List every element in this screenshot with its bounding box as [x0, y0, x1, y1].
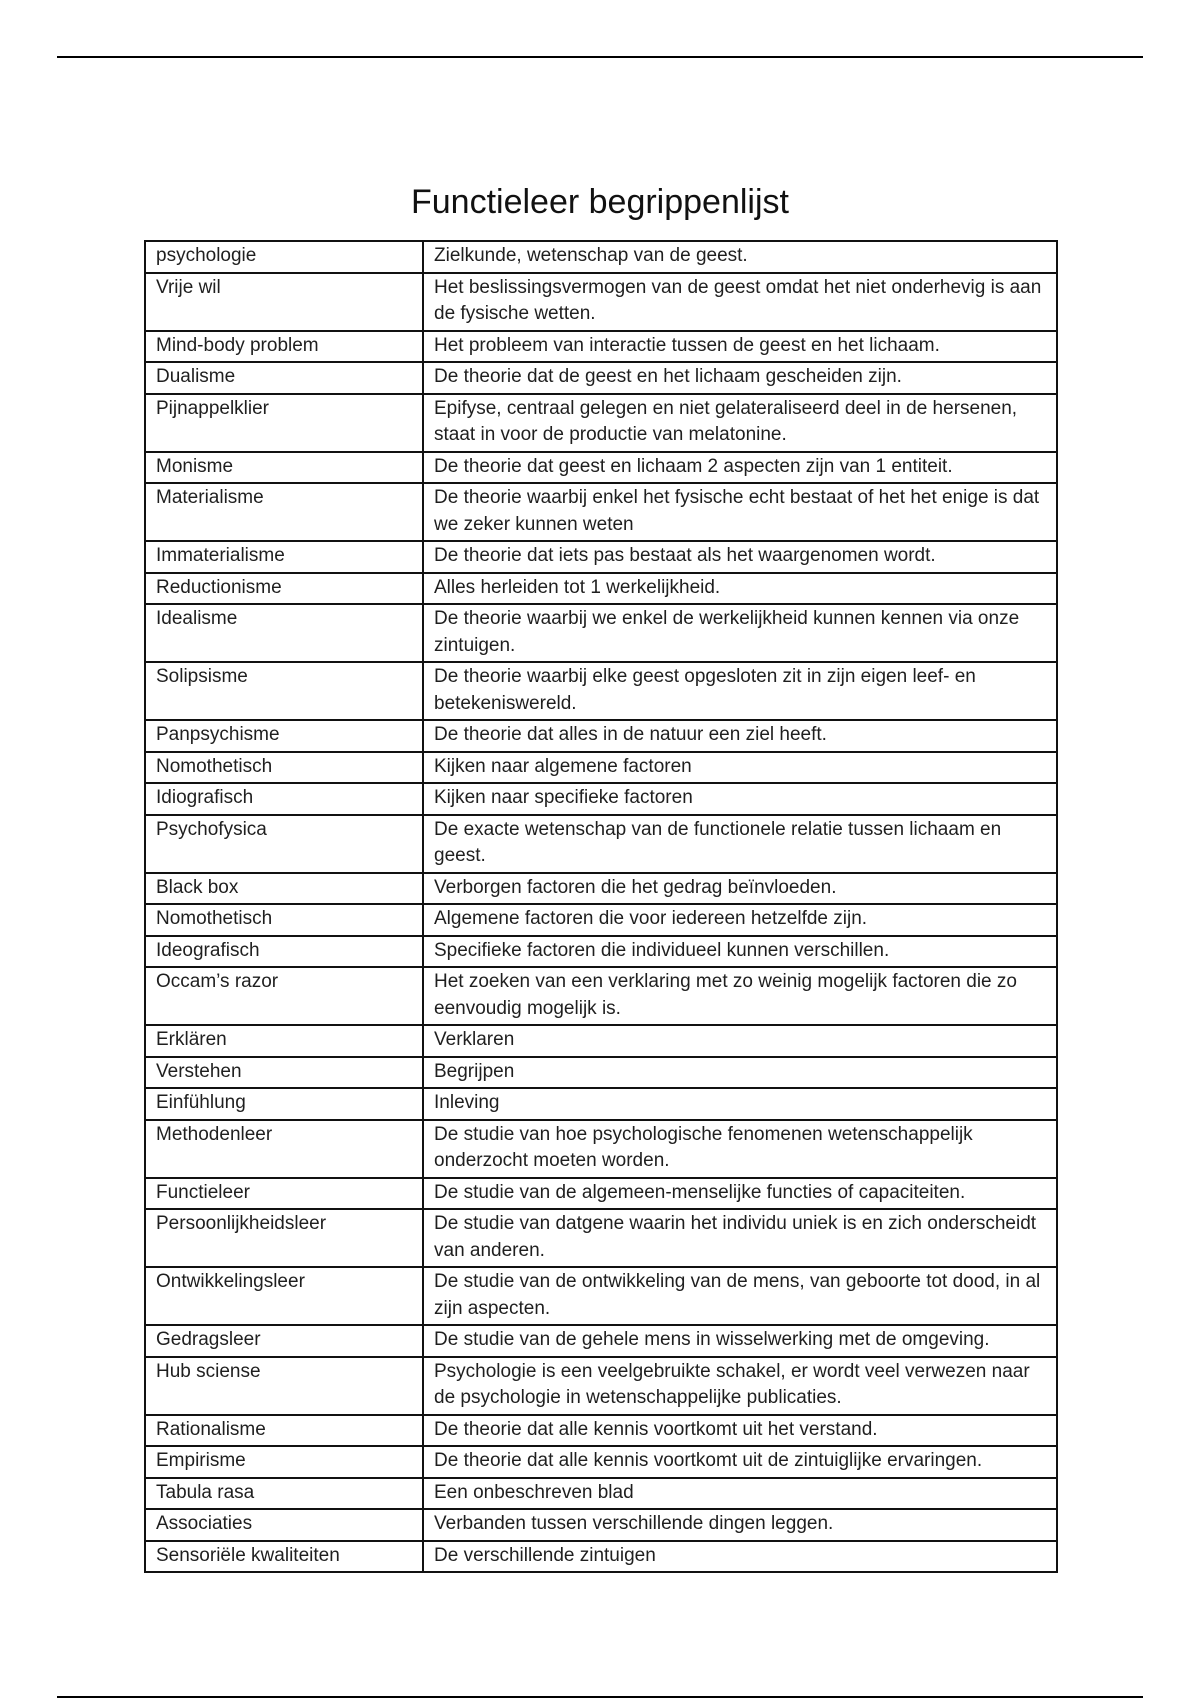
terms-table-body — [145, 241, 1057, 1572]
definition-cell: Het zoeken van een verklaring met zo weinig mogelijk factoren die zo eenvoudig mogelijk is. — [423, 967, 1057, 1025]
definition-cell: De theorie dat alles in de natuur een ziel heeft. — [423, 720, 1057, 752]
table-row — [145, 1509, 1057, 1541]
term-cell: Occam’s razor — [145, 967, 423, 1025]
terms-table — [144, 240, 1058, 1573]
definition-cell: De verschillende zintuigen — [423, 1541, 1057, 1573]
definition-cell: Een onbeschreven blad — [423, 1478, 1057, 1510]
definition-cell: Specifieke factoren die individueel kunnen verschillen. — [423, 936, 1057, 968]
term-cell: Vrije wil — [145, 273, 423, 331]
table-row — [145, 483, 1057, 541]
term-cell: Erklären — [145, 1025, 423, 1057]
table-row — [145, 967, 1057, 1025]
table-row — [145, 362, 1057, 394]
term-cell: Panpsychisme — [145, 720, 423, 752]
term-cell: Reductionisme — [145, 573, 423, 605]
term-cell: Empirisme — [145, 1446, 423, 1478]
definition-cell: De theorie waarbij enkel het fysische echt bestaat of het het enige is dat we zeker kunnen weten — [423, 483, 1057, 541]
table-row — [145, 904, 1057, 936]
term-cell: Nomothetisch — [145, 752, 423, 784]
definition-cell: De studie van de ontwikkeling van de mens, van geboorte tot dood, in al zijn aspecten. — [423, 1267, 1057, 1325]
page-title: Functieleer begrippenlijst — [411, 183, 789, 221]
definition-cell: De theorie dat alle kennis voortkomt uit de zintuiglijke ervaringen. — [423, 1446, 1057, 1478]
table-row — [145, 1415, 1057, 1447]
table-row — [145, 1325, 1057, 1357]
definition-cell: De studie van de algemeen-menselijke functies of capaciteiten. — [423, 1178, 1057, 1210]
term-cell: Functieleer — [145, 1178, 423, 1210]
table-row — [145, 1057, 1057, 1089]
table-row — [145, 1267, 1057, 1325]
table-row — [145, 1088, 1057, 1120]
definition-cell: De theorie waarbij we enkel de werkelijkheid kunnen kennen via onze zintuigen. — [423, 604, 1057, 662]
term-cell: Idiografisch — [145, 783, 423, 815]
table-row — [145, 720, 1057, 752]
table-row — [145, 1541, 1057, 1573]
definition-cell: De theorie dat alle kennis voortkomt uit het verstand. — [423, 1415, 1057, 1447]
table-row — [145, 662, 1057, 720]
definition-cell: De theorie dat iets pas bestaat als het waargenomen wordt. — [423, 541, 1057, 573]
term-cell: Idealisme — [145, 604, 423, 662]
definition-cell: Verborgen factoren die het gedrag beïnvloeden. — [423, 873, 1057, 905]
definition-cell: Het beslissingsvermogen van de geest omdat het niet onderhevig is aan de fysische wetten. — [423, 273, 1057, 331]
term-cell: Gedragsleer — [145, 1325, 423, 1357]
definition-cell: Inleving — [423, 1088, 1057, 1120]
definition-cell: De theorie waarbij elke geest opgesloten zit in zijn eigen leef- en betekeniswereld. — [423, 662, 1057, 720]
table-row — [145, 1025, 1057, 1057]
table-row — [145, 815, 1057, 873]
definition-cell: Begrijpen — [423, 1057, 1057, 1089]
definition-cell: Kijken naar algemene factoren — [423, 752, 1057, 784]
term-cell: Psychofysica — [145, 815, 423, 873]
term-cell: Persoonlijkheidsleer — [145, 1209, 423, 1267]
term-cell: Associaties — [145, 1509, 423, 1541]
definition-cell: De studie van hoe psychologische fenomenen wetenschappelijk onderzocht moeten worden. — [423, 1120, 1057, 1178]
table-row — [145, 1209, 1057, 1267]
term-cell: Einfühlung — [145, 1088, 423, 1120]
definition-cell: Het probleem van interactie tussen de geest en het lichaam. — [423, 331, 1057, 363]
table-row — [145, 331, 1057, 363]
table-row — [145, 783, 1057, 815]
term-cell: Tabula rasa — [145, 1478, 423, 1510]
term-cell: Materialisme — [145, 483, 423, 541]
definition-cell: De theorie dat geest en lichaam 2 aspecten zijn van 1 entiteit. — [423, 452, 1057, 484]
table-row — [145, 1120, 1057, 1178]
definition-cell: De theorie dat de geest en het lichaam gescheiden zijn. — [423, 362, 1057, 394]
table-row — [145, 452, 1057, 484]
top-rule — [57, 56, 1143, 58]
term-cell: Pijnappelklier — [145, 394, 423, 452]
term-cell: Black box — [145, 873, 423, 905]
term-cell: Immaterialisme — [145, 541, 423, 573]
definition-cell: Alles herleiden tot 1 werkelijkheid. — [423, 573, 1057, 605]
table-row — [145, 241, 1057, 273]
definition-cell: Kijken naar specifieke factoren — [423, 783, 1057, 815]
term-cell: Dualisme — [145, 362, 423, 394]
table-row — [145, 752, 1057, 784]
term-cell: Solipsisme — [145, 662, 423, 720]
table-row — [145, 1446, 1057, 1478]
term-cell: Methodenleer — [145, 1120, 423, 1178]
term-cell: Ontwikkelingsleer — [145, 1267, 423, 1325]
term-cell: Monisme — [145, 452, 423, 484]
definition-cell: Zielkunde, wetenschap van de geest. — [423, 241, 1057, 273]
definition-cell: Verklaren — [423, 1025, 1057, 1057]
term-cell: Hub sciense — [145, 1357, 423, 1415]
definition-cell: De studie van datgene waarin het individu uniek is en zich onderscheidt van anderen. — [423, 1209, 1057, 1267]
table-row — [145, 936, 1057, 968]
term-cell: psychologie — [145, 241, 423, 273]
table-row — [145, 394, 1057, 452]
term-cell: Ideografisch — [145, 936, 423, 968]
term-cell: Verstehen — [145, 1057, 423, 1089]
table-row — [145, 1478, 1057, 1510]
table-row — [145, 541, 1057, 573]
term-cell: Mind-body problem — [145, 331, 423, 363]
definition-cell: De exacte wetenschap van de functionele relatie tussen lichaam en geest. — [423, 815, 1057, 873]
bottom-rule — [57, 1696, 1143, 1698]
term-cell: Rationalisme — [145, 1415, 423, 1447]
definition-cell: Psychologie is een veelgebruikte schakel, er wordt veel verwezen naar de psychologie in wetenschappelijke publicaties. — [423, 1357, 1057, 1415]
table-row — [145, 1178, 1057, 1210]
definition-cell: Algemene factoren die voor iedereen hetzelfde zijn. — [423, 904, 1057, 936]
table-row — [145, 873, 1057, 905]
term-cell: Nomothetisch — [145, 904, 423, 936]
table-row — [145, 273, 1057, 331]
definition-cell: Epifyse, centraal gelegen en niet gelateraliseerd deel in de hersenen, staat in voor de productie van melatonine. — [423, 394, 1057, 452]
term-cell: Sensoriële kwaliteiten — [145, 1541, 423, 1573]
table-row — [145, 573, 1057, 605]
definition-cell: De studie van de gehele mens in wisselwerking met de omgeving. — [423, 1325, 1057, 1357]
table-row — [145, 1357, 1057, 1415]
table-row — [145, 604, 1057, 662]
definition-cell: Verbanden tussen verschillende dingen leggen. — [423, 1509, 1057, 1541]
